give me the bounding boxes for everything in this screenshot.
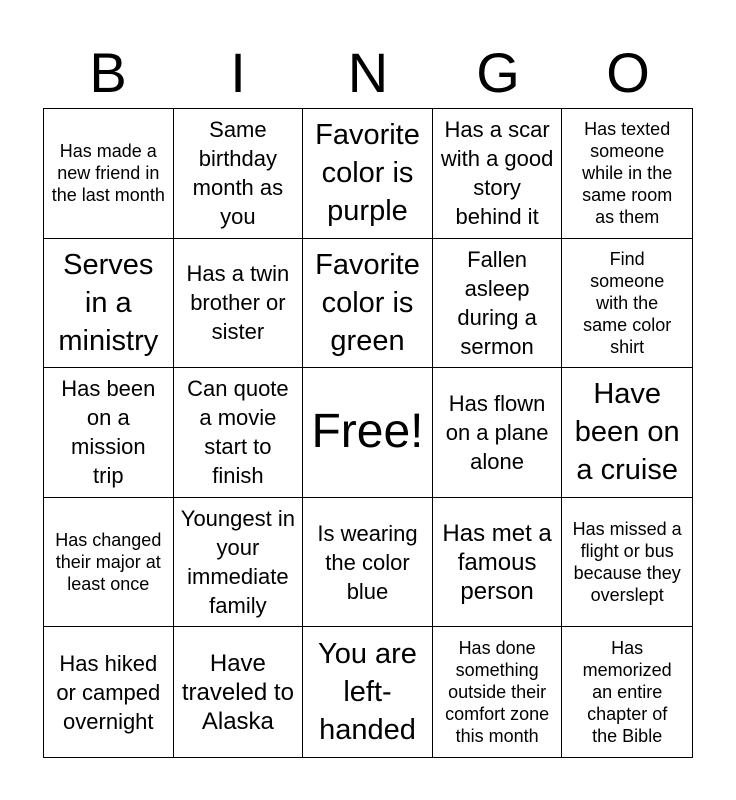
cell-text: Has a twin brother or sister [186,261,290,345]
header-letter-g: G [476,41,520,104]
bingo-cell[interactable] [303,109,433,239]
bingo-cell[interactable] [174,239,304,369]
cell-text: Find someone with the same color shirt [583,248,672,357]
cell-text: Has made a new friend in the last month [51,141,165,206]
cell-text: Has been on a mission trip [61,376,156,489]
bingo-cell[interactable] [562,368,692,498]
bingo-cell[interactable] [44,109,174,239]
bingo-cell[interactable] [433,498,563,628]
cell-text: Has missed a flight or bus because they overslept [572,519,682,606]
free-space-text: Free! [311,405,424,459]
bingo-cell[interactable] [174,109,304,239]
bingo-cell[interactable] [174,368,304,498]
bingo-cell[interactable] [174,627,304,757]
cell-text: Favorite color is green [315,248,420,357]
bingo-cell[interactable] [562,627,692,757]
bingo-cell[interactable] [433,627,563,757]
bingo-cell[interactable] [44,627,174,757]
cell-text: You are left-handed [318,638,417,747]
cell-text: Has memorized an entire chapter of the Bible [582,638,672,747]
bingo-cell[interactable] [433,239,563,369]
bingo-cell[interactable] [303,498,433,628]
bingo-cell[interactable] [433,368,563,498]
bingo-board [43,108,693,758]
cell-text: Has hiked or camped overnight [56,650,161,734]
cell-text: Has texted someone while in the same room as them [582,119,673,228]
cell-text: Fallen asleep during a sermon [457,246,537,359]
cell-text: Can quote a movie start to finish [187,376,289,489]
cell-text: Has flown on a plane alone [445,390,549,474]
cell-text: Youngest in your immediate family [180,506,295,619]
bingo-cell[interactable] [303,627,433,757]
bingo-cell[interactable] [562,498,692,628]
bingo-header [43,38,693,108]
cell-text: Is wearing the color blue [317,520,418,604]
cell-text: Has a scar with a good story behind it [440,117,554,230]
bingo-cell[interactable] [174,498,304,628]
cell-text: Has done something outside their comfort zone this month [445,638,550,747]
header-letter-o: O [606,41,650,104]
header-letter-n: N [347,41,389,104]
bingo-cell[interactable] [44,498,174,628]
bingo-cell[interactable] [44,368,174,498]
cell-text: Same birthday month as you [192,117,284,230]
bingo-cell[interactable] [303,239,433,369]
cell-text: Has met a famous person [442,519,552,605]
cell-text: Have traveled to Alaska [181,649,294,735]
bingo-cell[interactable] [44,239,174,369]
bingo-cell[interactable] [562,239,692,369]
header-letter-b: B [89,41,127,104]
cell-text: Has changed their major at least once [55,530,162,595]
cell-text: Have been on a cruise [574,378,680,487]
cell-text: Serves in a ministry [58,248,159,357]
bingo-cell[interactable] [433,109,563,239]
bingo-cell[interactable] [562,109,692,239]
free-space[interactable] [303,368,433,498]
cell-text: Favorite color is purple [315,119,420,228]
header-letter-i: I [230,41,246,104]
